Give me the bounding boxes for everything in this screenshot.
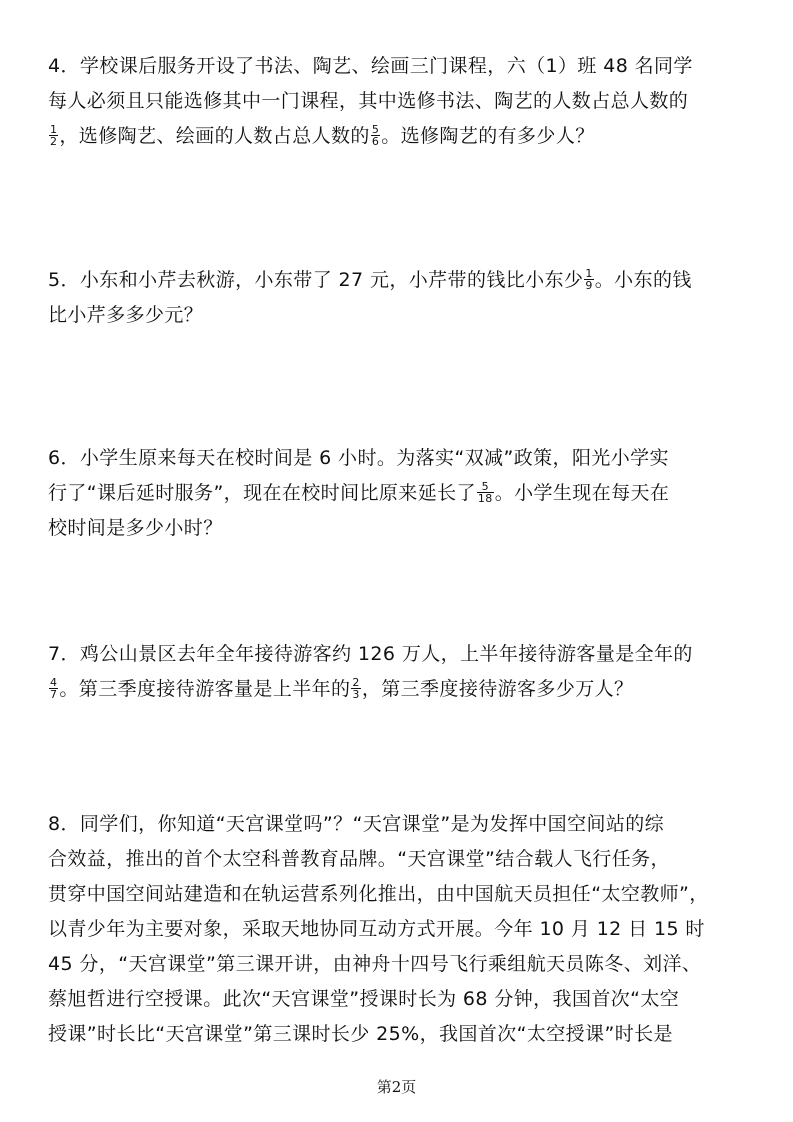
- text-segment: 授课”时长比“天宫课堂”第三课时长少 25%，我国首次“太空授课”时长是: [48, 1023, 673, 1045]
- question-line: [48, 122, 768, 150]
- text-segment: 45 分，“天宫课堂”第三课开讲，由神舟十四号飞行乘组航天员陈冬、刘洋、: [48, 953, 702, 975]
- fraction-denominator: 2: [50, 135, 58, 148]
- text-segment: 行了“课后延时服务”，现在在校时间比原来延长了: [48, 482, 476, 504]
- question-line: [48, 950, 768, 978]
- question-line: [48, 52, 768, 80]
- text-segment: 校时间是多少小时？: [48, 517, 223, 539]
- question-line: [48, 444, 768, 472]
- fraction: [371, 124, 380, 147]
- question-line: [48, 479, 768, 507]
- question-line: [48, 915, 768, 943]
- question-line: [48, 810, 768, 838]
- text-segment: 以青少年为主要对象，采取天地协同互动方式开展。今年 10 月 12 日 15 时: [48, 918, 705, 940]
- fraction-numerator: 5: [477, 481, 494, 493]
- question-line: [48, 1020, 768, 1048]
- text-segment: 5．小东和小芹去秋游，小东带了 27 元，小芹带的钱比小东少: [48, 269, 584, 291]
- text-segment: 每人必须且只能选修其中一门课程，其中选修书法、陶艺的人数占总人数的: [48, 90, 689, 112]
- question-line: [48, 675, 768, 703]
- fraction-denominator: 6: [371, 135, 380, 148]
- fraction: [49, 124, 58, 147]
- question-line: [48, 640, 768, 668]
- fraction-numerator: 1: [585, 267, 593, 280]
- fraction-denominator: 7: [50, 688, 58, 701]
- text-segment: 。第三季度接待游客量是上半年的: [59, 678, 351, 700]
- question-line: [48, 880, 768, 908]
- text-segment: 。小东的钱: [594, 269, 692, 291]
- question-line: [48, 266, 768, 294]
- question-line: [48, 985, 768, 1013]
- text-segment: 8．同学们，你知道“天宫课堂吗”？“天宫课堂”是为发挥中国空间站的综: [48, 813, 665, 835]
- fraction-denominator: 18: [477, 492, 493, 505]
- fraction: [49, 677, 58, 700]
- question-line: [48, 845, 768, 873]
- text-segment: 。选修陶艺的有多少人？: [381, 125, 595, 147]
- text-segment: 蔡旭哲进行空授课。此次“天宫课堂”授课时长为 68 分钟，我国首次“太空: [48, 988, 680, 1010]
- fraction-numerator: 5: [371, 123, 380, 136]
- fraction-numerator: 4: [50, 676, 58, 689]
- fraction-numerator: 1: [50, 123, 58, 136]
- text-segment: 比小芹多多少元？: [48, 304, 204, 326]
- question-line: [48, 87, 768, 115]
- question-line: [48, 514, 768, 542]
- text-segment: ，选修陶艺、绘画的人数占总人数的: [59, 125, 370, 147]
- fraction: [351, 677, 360, 700]
- text-segment: 。小学生现在每天在: [494, 482, 670, 504]
- text-segment: ，第三季度接待游客多少万人？: [361, 678, 634, 700]
- text-segment: 7．鸡公山景区去年全年接待游客约 126 万人，上半年接待游客量是全年的: [48, 643, 693, 665]
- fraction: [477, 481, 494, 504]
- fraction-numerator: 2: [352, 676, 360, 689]
- text-segment: 6．小学生原来每天在校时间是 6 小时。为落实“双减”政策，阳光小学实: [48, 447, 669, 469]
- text-segment: 贯穿中国空间站建造和在轨运营系列化推出，由中国航天员担任“太空教师”，: [48, 883, 709, 905]
- text-segment: 合效益，推出的首个太空科普教育品牌。“天宫课堂”结合载人飞行任务，: [48, 848, 670, 870]
- question-line: [48, 301, 768, 329]
- fraction: [584, 268, 593, 291]
- fraction-denominator: 9: [585, 279, 593, 292]
- page-number: 第2页: [376, 1078, 417, 1096]
- text-segment: 4．学校课后服务开设了书法、陶艺、绘画三门课程，六（1）班 48 名同学: [48, 55, 693, 77]
- fraction-denominator: 3: [352, 688, 360, 701]
